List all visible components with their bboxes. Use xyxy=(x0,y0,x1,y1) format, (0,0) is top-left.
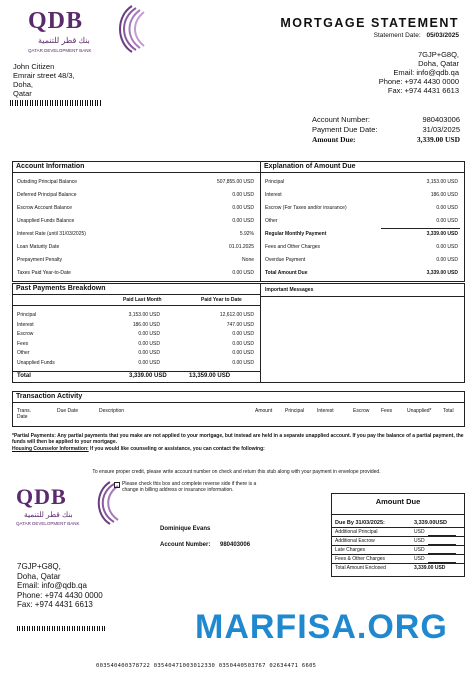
stub-postal-barcode xyxy=(17,626,105,631)
stub-account-number: 980403006 xyxy=(220,542,251,548)
stub-amount-label: Total Amount Enclosed xyxy=(335,565,386,571)
past-payments-total-last: 3,339.00 USD xyxy=(129,373,167,379)
amount-due-explanation-panel xyxy=(260,161,465,282)
logo-subtitle: QATAR DEVELOPMENT BANK xyxy=(28,48,92,53)
bank-fax: Fax: +974 4431 6613 xyxy=(387,86,459,95)
customer-address-line2: Doha, xyxy=(13,80,34,89)
explanation-label: Total Amount Due xyxy=(265,270,308,276)
transaction-column-header: Amount xyxy=(255,408,273,414)
account-info-value: 0.00 USD xyxy=(232,205,254,211)
explanation-value: 0.00 USD xyxy=(436,205,458,211)
counselor-note xyxy=(12,446,265,452)
explanation-value: 3,153.00 USD xyxy=(426,179,458,185)
important-messages-panel xyxy=(260,283,465,383)
explanation-rule xyxy=(381,228,460,229)
past-payment-ytd: 0.00 USD xyxy=(232,350,254,356)
statement-date-label: Statement Date: xyxy=(373,32,421,39)
account-info-value: 5.92% xyxy=(239,231,254,237)
counselor-text: If you would like counseling or assistance, you can contact the following: xyxy=(88,446,265,452)
stub-amount-row xyxy=(332,563,464,572)
stub-amount-value: USD xyxy=(414,529,425,535)
past-payment-label: Unapplied Funds xyxy=(17,359,55,366)
summary-due-date: 31/03/2025 xyxy=(422,125,460,134)
stub-logo-arabic: بنك قطر للتنمية xyxy=(24,510,73,519)
bank-email: Email: info@qdb.qa xyxy=(393,68,459,77)
address-change-checkbox[interactable] xyxy=(114,482,120,488)
past-payments-total-label: Total xyxy=(17,373,31,379)
customer-address-line3: Qatar xyxy=(13,89,32,98)
account-info-label: Outsding Principal Balance xyxy=(17,179,78,185)
account-info-label: Escrow Account Balance xyxy=(17,205,73,211)
explanation-label: Principal xyxy=(265,179,285,185)
stub-amount-value: USD xyxy=(414,538,425,544)
stub-amount-value: USD xyxy=(414,547,425,553)
transaction-column-header: Due Date xyxy=(57,408,79,414)
stub-bank-address-line1: 7GJP+G8Q, xyxy=(17,562,61,571)
stub-bank-fax: Fax: +974 4431 6613 xyxy=(17,600,93,609)
account-summary xyxy=(312,115,460,145)
stub-amount-value: USD xyxy=(414,556,425,562)
summary-due-date-label: Payment Due Date: xyxy=(312,125,378,134)
stub-logo-subtitle: QATAR DEVELOPMENT BANK xyxy=(16,521,80,526)
past-payments-col-last: Paid Last Month xyxy=(123,297,162,303)
counselor-label: Housing Counselor Information: xyxy=(12,446,89,452)
account-information-title: Account Information xyxy=(13,162,260,173)
past-payment-ytd: 0.00 USD xyxy=(232,359,254,366)
past-payments-total-ytd: 13,359.00 USD xyxy=(189,373,231,379)
transaction-column-header: Escrow xyxy=(353,408,370,414)
account-info-value: 507,855.00 USD xyxy=(217,179,254,185)
transaction-column-header: Fees xyxy=(381,408,393,414)
past-payment-label: Other xyxy=(17,350,30,356)
past-payment-label: Fees xyxy=(17,340,29,347)
transaction-activity-panel xyxy=(12,391,465,427)
stub-bank-email: Email: info@qdb.qa xyxy=(17,581,87,590)
stub-bank-phone: Phone: +974 4430 0000 xyxy=(17,590,103,600)
explanation-label: Regular Monthly Payment xyxy=(265,231,327,237)
stub-bank-address xyxy=(17,562,103,610)
summary-account-number: 980403006 xyxy=(422,115,460,124)
stub-due-by-label: Due By 31/03/2025: xyxy=(335,520,385,526)
transaction-column-header: Principal xyxy=(285,408,305,414)
past-payment-label: Escrow xyxy=(17,331,34,337)
past-payment-ytd: 0.00 USD xyxy=(232,340,254,347)
past-payments-panel xyxy=(12,283,261,383)
past-payment-last: 3,153.00 USD xyxy=(128,312,160,318)
partial-payments-note: *Partial Payments: Any partial payments that you make are not applied to your mortgage, but instead are held in a separate unapplied account. If you pay the balance of a partial payment, the funds will then be applied to your mortgage. xyxy=(12,433,464,445)
cut-line-instruction: To ensure proper credit, please write account number on check and return this stub along with your payment in envelope provided. xyxy=(92,469,381,475)
address-change-text: Please check this box and complete reverse side if there is a change in billing address or insurance information. xyxy=(122,481,257,493)
stub-amount-value: 3,339.00 USD xyxy=(414,565,446,571)
account-info-label: Taxes Paid Year-to-Date xyxy=(17,270,71,276)
past-payment-last: 0.00 USD xyxy=(138,331,160,337)
explanation-label: Overdue Payment xyxy=(265,257,306,263)
transaction-column-header: Interest xyxy=(317,408,334,414)
explanation-label: Interest xyxy=(265,192,282,198)
stub-amount-label: Fees & Other Charges xyxy=(335,556,386,562)
statement-date-line xyxy=(374,32,459,39)
transaction-column-header: Unapplied* xyxy=(407,408,432,414)
account-info-value: 01.01.2025 xyxy=(228,244,254,250)
explanation-label: Other xyxy=(265,218,278,224)
account-info-value: 0.00 USD xyxy=(232,270,254,276)
stub-amount-label: Additional Principal xyxy=(335,529,378,535)
bank-logo xyxy=(28,8,133,58)
account-info-label: Deferred Principal Balance xyxy=(17,192,77,198)
transaction-activity-title: Transaction Activity xyxy=(13,392,464,403)
customer-name: John Citizen xyxy=(13,62,55,71)
past-payment-last: 0.00 USD xyxy=(138,340,160,347)
account-info-value: None xyxy=(242,257,254,263)
bank-phone: Phone: +974 4430 0000 xyxy=(378,77,459,86)
past-payment-last: 0.00 USD xyxy=(138,350,160,356)
stub-account-label: Account Number: xyxy=(160,542,211,548)
account-info-value: 0.00 USD xyxy=(232,218,254,224)
stub-amount-label: Late Charges xyxy=(335,547,366,553)
account-info-label: Interest Rate (until 31/03/2025) xyxy=(17,231,86,237)
explanation-value: 0.00 USD xyxy=(436,257,458,263)
past-payment-ytd: 12,612.00 USD xyxy=(219,312,254,318)
summary-amount-due-label: Amount Due: xyxy=(312,135,356,144)
account-info-label: Unapplied Funds Balance xyxy=(17,218,75,224)
explanation-label: Fees and Other Charges xyxy=(265,244,321,250)
stub-payer-name: Dominique Evans xyxy=(160,526,211,532)
past-payment-label: Principal xyxy=(17,312,37,318)
bank-address-line2: Doha, Qatar xyxy=(418,59,459,68)
past-payment-last: 186.00 USD xyxy=(132,321,160,328)
explanation-value: 3,339.00 USD xyxy=(426,270,458,276)
stub-amount-row xyxy=(332,554,464,563)
summary-account-label: Account Number: xyxy=(312,115,370,124)
watermark: MARFISA.ORG xyxy=(195,608,448,646)
stub-bank-address-line2: Doha, Qatar xyxy=(17,571,61,581)
account-info-label: Loan Maturity Date xyxy=(17,244,60,250)
statement-date-value: 05/03/2025 xyxy=(426,32,459,39)
account-info-value: 0.00 USD xyxy=(232,192,254,198)
account-info-label: Prepayment Penalty xyxy=(17,257,63,263)
past-payments-col-ytd: Paid Year to Date xyxy=(201,297,242,303)
explanation-value: 0.00 USD xyxy=(436,244,458,250)
stub-amount-row xyxy=(332,545,464,554)
bank-address-line1: 7GJP+G8Q, xyxy=(417,50,459,59)
transaction-column-header: Total xyxy=(443,408,454,414)
stub-due-by-value: 3,339.00USD xyxy=(414,520,448,526)
stub-bank-logo xyxy=(16,484,116,530)
past-payments-title: Past Payments Breakdown xyxy=(13,284,260,295)
customer-address-line1: Emrair street 48/3, xyxy=(13,71,75,80)
bank-address xyxy=(379,50,459,95)
customer-address xyxy=(13,62,75,98)
past-payment-ytd: 747.00 USD xyxy=(226,321,254,328)
stub-amount-row xyxy=(332,527,464,536)
micr-line: 003540400378722 03540471003012330 0350440503767 02634471 6605 xyxy=(96,663,317,669)
explanation-value: 0.00 USD xyxy=(436,218,458,224)
stub-amount-due-title: Amount Due xyxy=(332,494,464,515)
past-payment-ytd: 0.00 USD xyxy=(232,331,254,337)
amount-due-explanation-title: Explanation of Amount Due xyxy=(261,162,464,173)
explanation-value: 186.00 USD xyxy=(430,192,458,198)
stub-logo-wordmark: QDB xyxy=(16,484,67,509)
logo-arabic: بنك قطر للتنمية xyxy=(38,36,90,45)
stub-amount-row xyxy=(332,536,464,545)
past-payment-last: 0.00 USD xyxy=(138,359,160,366)
explanation-label: Escrow (For Taxes and/or insurance) xyxy=(265,205,347,211)
logo-swirl-icon xyxy=(108,4,156,54)
stub-amount-label: Additional Escrow xyxy=(335,538,375,544)
postal-barcode xyxy=(10,100,102,106)
important-messages-title: Important Messages xyxy=(261,284,464,297)
account-information-panel xyxy=(12,161,261,282)
past-payment-label: Interest xyxy=(17,321,34,328)
stub-amount-due-panel xyxy=(331,493,465,577)
logo-wordmark: QDB xyxy=(28,8,84,34)
explanation-value: 3,339.00 USD xyxy=(426,231,458,237)
transaction-column-header: Description xyxy=(99,408,125,414)
summary-amount-due: 3,339.00 USD xyxy=(416,135,460,144)
statement-title: MORTGAGE STATEMENT xyxy=(280,16,459,30)
transaction-column-header: Trans. Date xyxy=(17,408,31,420)
